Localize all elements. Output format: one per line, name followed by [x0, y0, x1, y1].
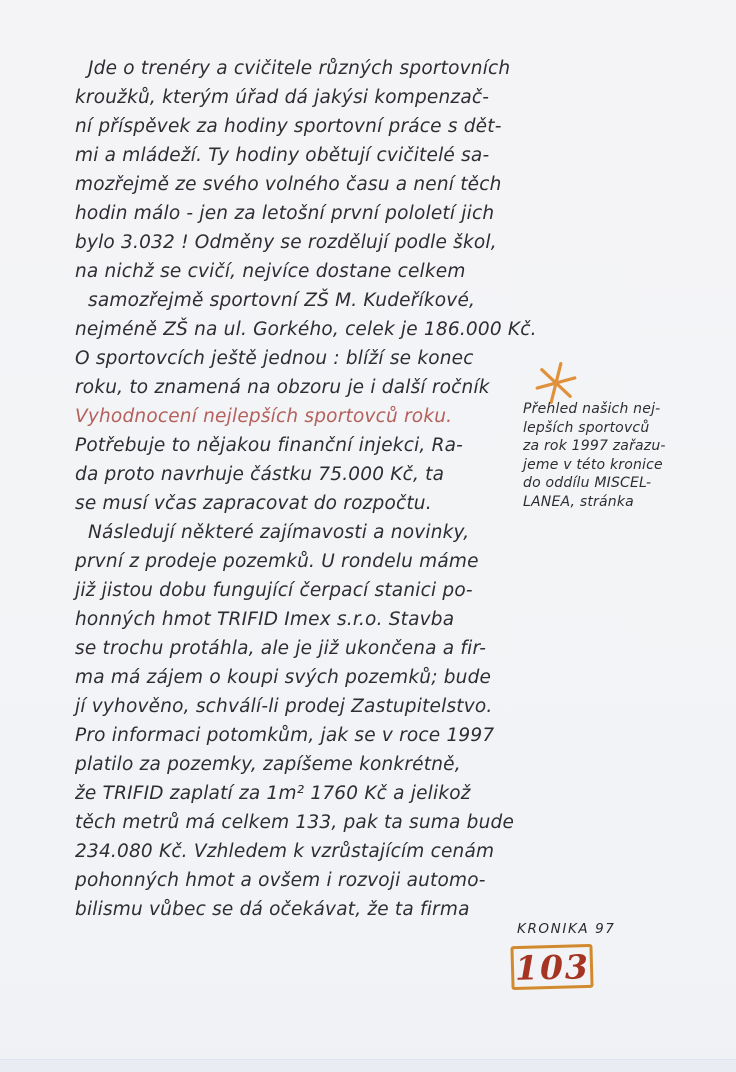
margin-note-line: jeme v této kronice [523, 456, 663, 473]
text-line: Pro informaci potomkům, jak se v roce 1997 [75, 725, 495, 746]
text-line: bylo 3.032 ! Odměny se rozdělují podle škol, [75, 232, 497, 253]
text-line: mi a mládeží. Ty hodiny obětují cvičitelé sa- [75, 145, 490, 166]
text-line: da proto navrhuje částku 75.000 Kč, ta [75, 464, 445, 485]
text-line: se trochu protáhla, ale je již ukončena a fir- [75, 638, 487, 659]
text-line: první z prodeje pozemků. U rondelu máme [75, 551, 479, 572]
text-line: kroužků, kterým úřad dá jakýsi kompenzač- [75, 87, 490, 108]
margin-note-line: LANEA, stránka [523, 493, 634, 510]
text-line: ma má zájem o koupi svých pozemků; bude [75, 667, 492, 688]
text-line: již jistou dobu fungující čerpací stanici po- [75, 580, 473, 601]
text-line: roku, to znamená na obzoru je i další ročník [75, 377, 490, 398]
text-line: na nichž se cvičí, nejvíce dostane celkem [75, 261, 466, 282]
text-line: bilismu vůbec se dá očekávat, že ta firma [75, 899, 470, 920]
text-line: Jde o trenéry a cvičitele různých sportovních [88, 58, 511, 79]
page-number-box [510, 944, 593, 990]
text-line: 234.080 Kč. Vzhledem k vzrůstajícím cenám [75, 841, 495, 862]
margin-note [523, 400, 666, 512]
text-line: že TRIFID zaplatí za 1m² 1760 Kč a jelikož [75, 783, 471, 804]
text-line: nejméně ZŠ na ul. Gorkého, celek je 186.000 Kč. [75, 319, 537, 340]
margin-note-line: Přehled našich nej- [523, 401, 661, 417]
text-line: mozřejmě ze svého volného času a není těch [75, 174, 502, 195]
margin-note-line: za rok 1997 zařazu- [523, 438, 666, 455]
text-line: těch metrů má celkem 133, pak ta suma bude [75, 812, 515, 833]
text-line: hodin málo - jen za letošní první pololetí jich [75, 203, 495, 224]
text-line: pohonných hmot a ovšem i rozvoji automo- [75, 870, 486, 891]
text-line: se musí včas zapracovat do rozpočtu. [75, 493, 432, 514]
text-line: platilo za pozemky, zapíšeme konkrétně, [75, 754, 461, 775]
scan-bottom-edge [0, 1059, 736, 1072]
main-text-block [75, 54, 537, 924]
text-line: Vyhodnocení nejlepších sportovců roku. [75, 406, 453, 427]
text-line: samozřejmě sportovní ZŠ M. Kudeříkové, [88, 290, 476, 311]
text-line: Potřebuje to nějakou finanční injekci, Ra- [75, 435, 464, 456]
margin-note-line: do oddílu MISCEL- [523, 475, 652, 492]
text-line: jí vyhověno, schválí-li prodej Zastupitelstvo. [75, 696, 493, 717]
chronicle-label: KRONIKA 97 [517, 921, 616, 937]
text-line: O sportovcích ještě jednou : blíží se konec [75, 348, 474, 369]
text-line: honných hmot TRIFID Imex s.r.o. Stavba [75, 609, 455, 630]
text-line: ní příspěvek za hodiny sportovní práce s dět- [75, 116, 502, 137]
page-number: 103 [514, 946, 590, 988]
margin-note-line: lepších sportovců [523, 419, 650, 436]
text-line: Následují některé zajímavosti a novinky, [88, 522, 470, 543]
